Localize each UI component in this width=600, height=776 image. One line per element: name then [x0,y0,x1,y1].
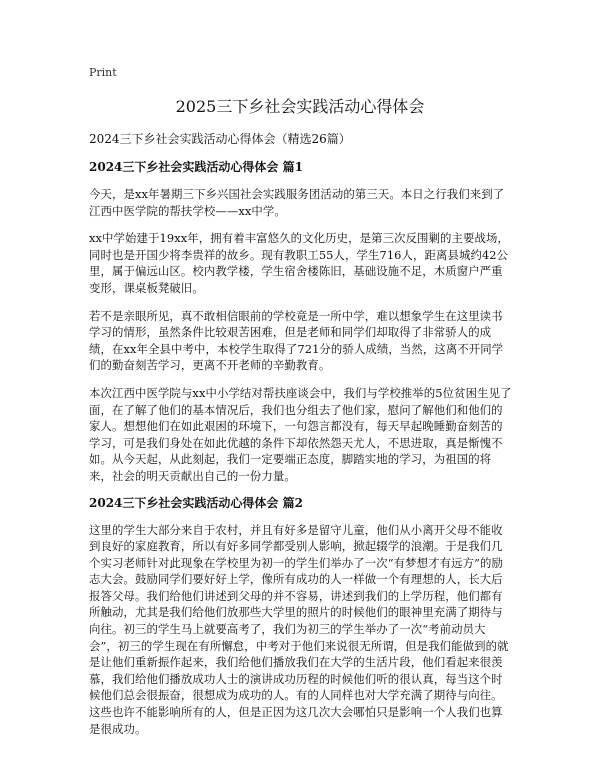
article-subtitle: 2024三下乡社会实践活动心得体会（精选26篇） [89,132,351,146]
page-title: 2025三下乡社会实践活动心得体会 [175,97,425,116]
section-1-heading: 2024三下乡社会实践活动心得体会 篇1 [89,160,303,174]
section-1-paragraph-2: xx中学始建于19xx年，拥有着丰富悠久的文化历史，是第三次反围剿的主要战场，同时也是开国少将李贵祥的故乡。现有教职工55人，学生716人，距离县城约42公里，属于偏远山区。校内教学楼，学生宿舍楼陈旧，基础设施不足，木质窗户严重变形，课桌板凳破旧。 [89,231,509,295]
article-body [89,130,513,748]
section-2-heading: 2024三下乡社会实践活动心得体会 篇2 [89,495,303,510]
section-1-paragraph-1: 今天，是xx年暑期三下乡兴国社会实践服务团活动的第三天。本日之行我们来到了江西中医学院的帮扶学校——xx中学。 [89,187,505,218]
section-1-paragraph-4: 本次江西中医学院与xx中小学结对帮扶座谈会中，我们与学校推举的5位贫困生见了面，在了解了他们的基本情况后，我们也分组去了他们家，慰问了解他们和他们的家人。想想他们在如此艰困的环境下，一句怨言都没有，每天早起晚睡勤奋刻苦的学习，可是我们身处在如此优越的条件下却依然怨天尤人，不思进取，真是惭愧不如。从今天起，从此刻起，我们一定要端正态度，脚踏实地的学习，为祖国的将来，社会的明天贡献出自己的一份力量。 [89,385,512,483]
section-1-paragraph-3: 若不是亲眼所见，真不敢相信眼前的学校竟是一所中学，难以想象学生在这里读书学习的情形，虽然条件比较艰苦困难，但是老师和同学们却取得了非常骄人的成绩，在xx年全县中考中，本校学生取得了721分的骄人成绩，当然，这离不开同学们的勤奋刻苦学习，更离不开老师的辛勤教育。 [89,308,504,373]
print-link[interactable]: Print [89,66,117,79]
section-2-paragraph-1: 这里的学生大部分来自于农村，并且有好多是留守儿童，他们从小离开父母不能收到良好的家庭教育，所以有好多同学都受别人影响，掀起辍学的浪潮。于是我们几个实习老师针对此现象在学校里为初一的学生们举办了一次“有梦想才有远方”的励志大会。鼓励同学们要好好上学，像所有成功的人一样做一个有理想的人，长大后报答父母。我们给他们讲述到父母的并不容易，讲述到我们的上学历程，他们都有所触动，尤其是我们给他们放那些大学里的照片的时候他们的眼神里充满了期待与向往。初三的学生马上就要高考了，我们为初三的学生举办了一次“考前动员大会”，初三的学生现在有所懈怠，中考对于他们来说很无所谓，但是我们能做到的就是让他们重新振作起来，我们给他们播放我们在大学的生活片段，他们看起来很羡慕，我们给他们播放成功人士的演讲成功历程的时候他们听的很认真，每当这个时候他们总会很振奋，很想成为成功的人。有的人同样也对大学充满了期待与向往。这些也许不能影响所有的人，但是正因为这几次大会哪怕只是影响一个人我们也算是很成功。 [89,522,509,736]
